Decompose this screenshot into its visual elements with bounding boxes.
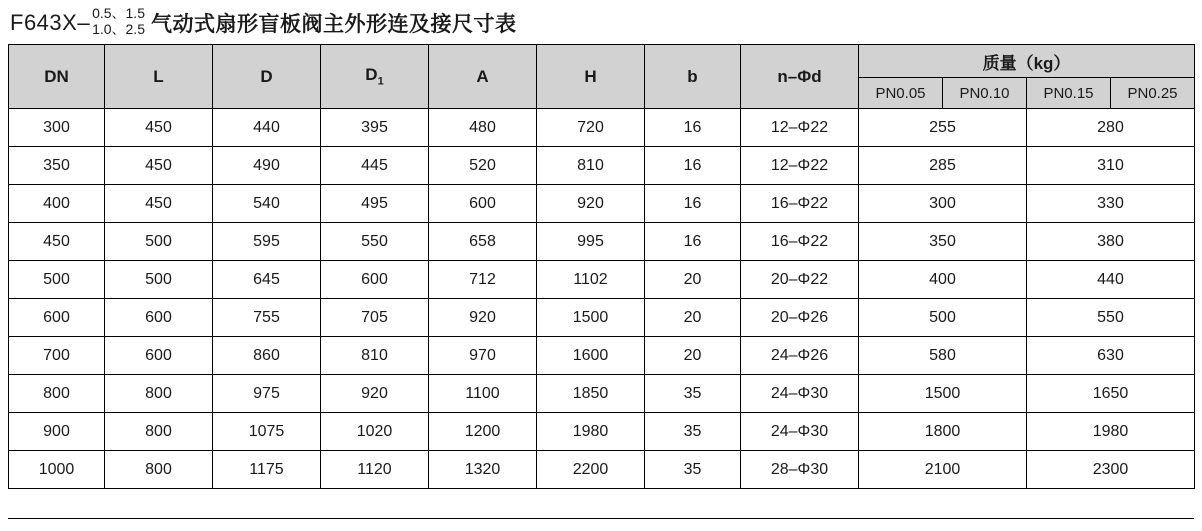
cell-a: 1200 xyxy=(429,413,537,451)
cell-nd: 20–Φ22 xyxy=(741,261,859,299)
cell-b: 20 xyxy=(645,337,741,375)
cell-mass-high: 380 xyxy=(1027,223,1195,261)
cell-d1: 600 xyxy=(321,261,429,299)
col-header-pn025: PN0.25 xyxy=(1111,78,1195,109)
cell-mass-low: 2100 xyxy=(859,451,1027,489)
cell-d1: 550 xyxy=(321,223,429,261)
cell-l: 450 xyxy=(105,185,213,223)
col-header-dn: DN xyxy=(9,45,105,109)
cell-d1: 445 xyxy=(321,147,429,185)
cell-a: 480 xyxy=(429,109,537,147)
cell-a: 970 xyxy=(429,337,537,375)
col-header-d1-subscript: 1 xyxy=(377,75,384,88)
cell-mass-low: 350 xyxy=(859,223,1027,261)
cell-nd: 28–Φ30 xyxy=(741,451,859,489)
cell-d1: 705 xyxy=(321,299,429,337)
cell-h: 995 xyxy=(537,223,645,261)
cell-h: 920 xyxy=(537,185,645,223)
col-header-pn005: PN0.05 xyxy=(859,78,943,109)
col-header-d1 xyxy=(321,45,429,109)
cell-mass-low: 1500 xyxy=(859,375,1027,413)
cell-mass-high: 440 xyxy=(1027,261,1195,299)
cell-h: 1600 xyxy=(537,337,645,375)
cell-h: 1102 xyxy=(537,261,645,299)
cell-h: 1850 xyxy=(537,375,645,413)
cell-nd: 24–Φ26 xyxy=(741,337,859,375)
cell-h: 720 xyxy=(537,109,645,147)
cell-a: 520 xyxy=(429,147,537,185)
cell-h: 1980 xyxy=(537,413,645,451)
title-main-text: 气动式扇形盲板阀主外形连及接尺寸表 xyxy=(151,13,517,36)
cell-l: 600 xyxy=(105,337,213,375)
table-row xyxy=(9,109,1195,147)
cell-b: 16 xyxy=(645,147,741,185)
cell-d: 540 xyxy=(213,185,321,223)
cell-dn: 350 xyxy=(9,147,105,185)
col-header-pn015: PN0.15 xyxy=(1027,78,1111,109)
cell-mass-low: 255 xyxy=(859,109,1027,147)
cell-dn: 800 xyxy=(9,375,105,413)
cell-l: 500 xyxy=(105,223,213,261)
cell-mass-high: 310 xyxy=(1027,147,1195,185)
cell-dn: 700 xyxy=(9,337,105,375)
cell-b: 16 xyxy=(645,223,741,261)
table-row xyxy=(9,185,1195,223)
cell-mass-high: 630 xyxy=(1027,337,1195,375)
table-row xyxy=(9,147,1195,185)
cell-dn: 1000 xyxy=(9,451,105,489)
cell-l: 450 xyxy=(105,109,213,147)
col-header-d1-base: D xyxy=(365,65,378,85)
cell-a: 920 xyxy=(429,299,537,337)
cell-dn: 400 xyxy=(9,185,105,223)
spec-table-wrapper xyxy=(0,44,1202,489)
cell-d1: 810 xyxy=(321,337,429,375)
cell-mass-low: 1800 xyxy=(859,413,1027,451)
cell-b: 16 xyxy=(645,109,741,147)
col-header-d: D xyxy=(213,45,321,109)
col-header-a: A xyxy=(429,45,537,109)
col-header-n-phi-d: n–Φd xyxy=(741,45,859,109)
spec-table xyxy=(8,44,1195,489)
table-body xyxy=(9,109,1195,489)
cell-mass-high: 550 xyxy=(1027,299,1195,337)
col-header-h: H xyxy=(537,45,645,109)
cell-d1: 1020 xyxy=(321,413,429,451)
cell-h: 2200 xyxy=(537,451,645,489)
cell-l: 500 xyxy=(105,261,213,299)
cell-d1: 495 xyxy=(321,185,429,223)
table-row xyxy=(9,413,1195,451)
cell-mass-high: 2300 xyxy=(1027,451,1195,489)
cell-h: 810 xyxy=(537,147,645,185)
cell-d1: 395 xyxy=(321,109,429,147)
cell-dn: 450 xyxy=(9,223,105,261)
cell-nd: 24–Φ30 xyxy=(741,413,859,451)
cell-d: 595 xyxy=(213,223,321,261)
cell-d1: 1120 xyxy=(321,451,429,489)
col-header-pn010: PN0.10 xyxy=(943,78,1027,109)
cell-b: 20 xyxy=(645,299,741,337)
cell-a: 1320 xyxy=(429,451,537,489)
cell-nd: 24–Φ30 xyxy=(741,375,859,413)
cell-l: 600 xyxy=(105,299,213,337)
cell-d: 645 xyxy=(213,261,321,299)
cell-d: 860 xyxy=(213,337,321,375)
cell-d: 755 xyxy=(213,299,321,337)
table-header xyxy=(9,45,1195,109)
title-pressure-bottom: 1.0、2.5 xyxy=(92,21,145,37)
cell-mass-low: 500 xyxy=(859,299,1027,337)
cell-d: 975 xyxy=(213,375,321,413)
cell-dn: 500 xyxy=(9,261,105,299)
cell-h: 1500 xyxy=(537,299,645,337)
header-row-primary xyxy=(9,45,1195,78)
cell-d: 1075 xyxy=(213,413,321,451)
cell-d: 490 xyxy=(213,147,321,185)
cell-l: 450 xyxy=(105,147,213,185)
bottom-divider xyxy=(8,518,1194,519)
cell-a: 658 xyxy=(429,223,537,261)
table-row xyxy=(9,451,1195,489)
cell-d: 440 xyxy=(213,109,321,147)
cell-a: 1100 xyxy=(429,375,537,413)
cell-b: 35 xyxy=(645,375,741,413)
cell-b: 20 xyxy=(645,261,741,299)
cell-mass-high: 330 xyxy=(1027,185,1195,223)
cell-dn: 600 xyxy=(9,299,105,337)
cell-mass-low: 400 xyxy=(859,261,1027,299)
cell-nd: 20–Φ26 xyxy=(741,299,859,337)
cell-a: 600 xyxy=(429,185,537,223)
table-row xyxy=(9,223,1195,261)
table-row xyxy=(9,375,1195,413)
cell-b: 35 xyxy=(645,413,741,451)
cell-mass-high: 280 xyxy=(1027,109,1195,147)
title-prefix: F643X– xyxy=(10,10,91,35)
table-row xyxy=(9,299,1195,337)
cell-b: 16 xyxy=(645,185,741,223)
cell-d: 1175 xyxy=(213,451,321,489)
cell-a: 712 xyxy=(429,261,537,299)
cell-dn: 300 xyxy=(9,109,105,147)
col-header-b: b xyxy=(645,45,741,109)
cell-mass-high: 1650 xyxy=(1027,375,1195,413)
title-pressure-top: 0.5、1.5 xyxy=(92,5,145,22)
cell-l: 800 xyxy=(105,413,213,451)
cell-d1: 920 xyxy=(321,375,429,413)
cell-mass-low: 580 xyxy=(859,337,1027,375)
table-row xyxy=(9,261,1195,299)
cell-dn: 900 xyxy=(9,413,105,451)
title-pressure-fraction xyxy=(92,6,145,37)
table-row xyxy=(9,337,1195,375)
cell-l: 800 xyxy=(105,451,213,489)
cell-nd: 16–Φ22 xyxy=(741,223,859,261)
col-header-mass-group: 质量（kg） xyxy=(859,45,1195,78)
cell-mass-low: 285 xyxy=(859,147,1027,185)
cell-l: 800 xyxy=(105,375,213,413)
cell-nd: 12–Φ22 xyxy=(741,147,859,185)
page-title xyxy=(0,0,1202,44)
cell-b: 35 xyxy=(645,451,741,489)
cell-nd: 12–Φ22 xyxy=(741,109,859,147)
cell-nd: 16–Φ22 xyxy=(741,185,859,223)
cell-mass-low: 300 xyxy=(859,185,1027,223)
cell-mass-high: 1980 xyxy=(1027,413,1195,451)
col-header-l: L xyxy=(105,45,213,109)
